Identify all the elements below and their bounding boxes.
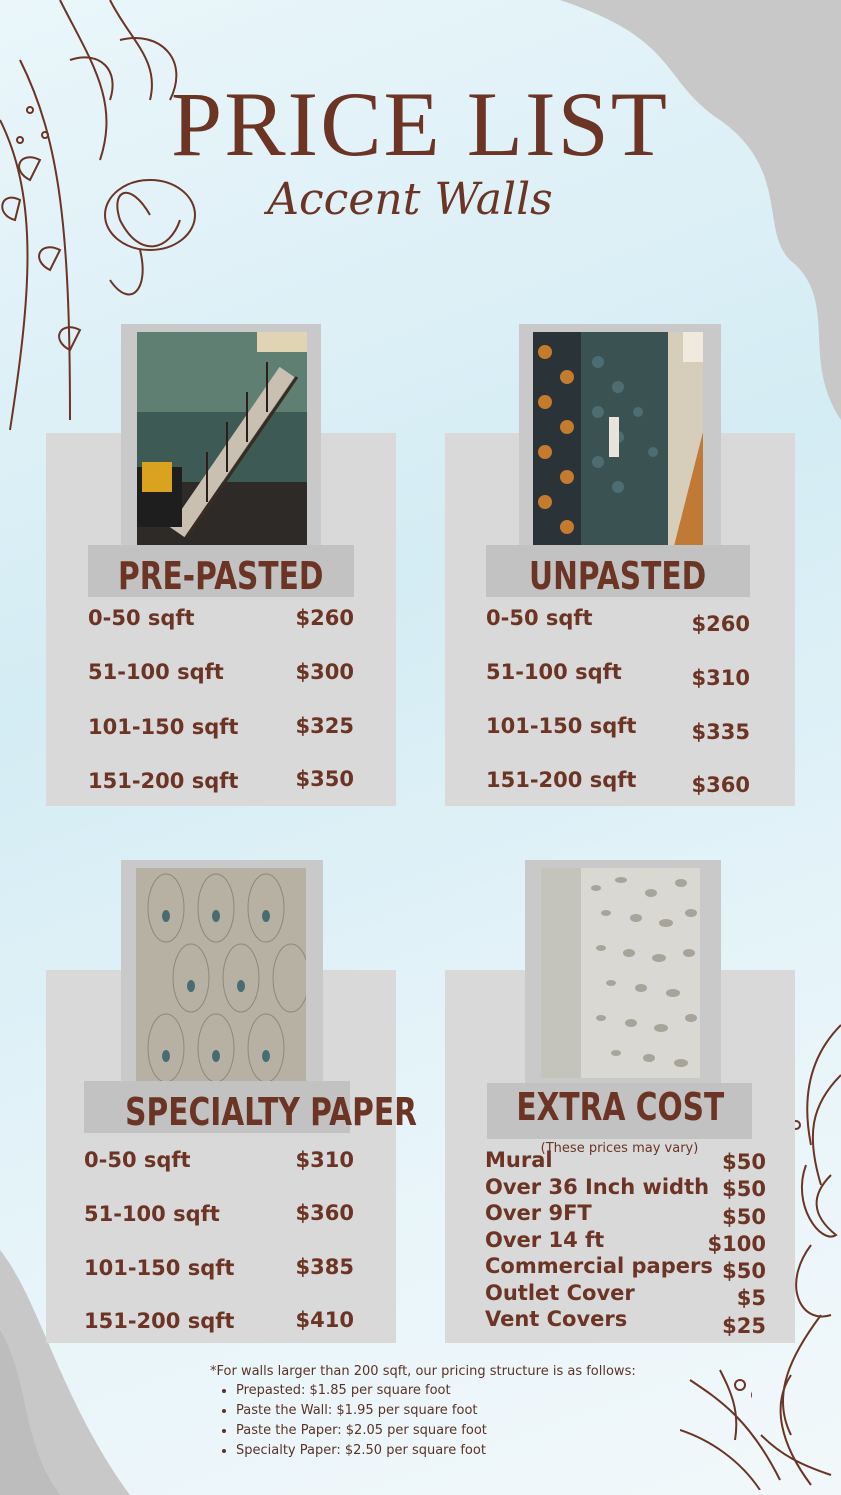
specialty-size-4: 151-200 sqft: [84, 1309, 235, 1333]
specialty-price-3: $385: [295, 1255, 354, 1279]
prepasted-price-1: $260: [295, 606, 354, 630]
specialty-price-1: $310: [295, 1148, 354, 1172]
unpasted-size-3: 101-150 sqft: [486, 714, 637, 738]
specialty-price-4: $410: [295, 1308, 354, 1332]
prepasted-price-3: $325: [295, 714, 354, 738]
unpasted-price-2: $310: [691, 666, 750, 690]
unpasted-price-1: $260: [691, 612, 750, 636]
unpasted-price-4: $360: [691, 773, 750, 797]
extra-price-3: $50: [722, 1205, 766, 1229]
prepasted-price-4: $350: [295, 767, 354, 791]
footer-list: [210, 1381, 730, 1460]
geometric-wallpaper-photo: [533, 332, 703, 550]
extra-note: (These prices may vary): [540, 1141, 699, 1156]
unpasted-price-3: $335: [691, 720, 750, 744]
specialty-label: [84, 1081, 417, 1134]
footer-item-prepasted: • Prepasted: $1.85 per square foot: [236, 1381, 730, 1400]
prepasted-price-2: $300: [295, 660, 354, 684]
extra-label-text: EXTRA COST: [516, 1085, 725, 1129]
prepasted-label: [88, 545, 354, 597]
extra-price-6: $5: [736, 1286, 766, 1310]
page-title: PRICE LIST: [171, 73, 669, 175]
extra-item-6: Outlet Cover: [485, 1281, 635, 1305]
unpasted-size-4: 151-200 sqft: [486, 768, 637, 792]
specialty-label-text: SPECIALTY PAPER: [125, 1090, 417, 1134]
unpasted-label-text: UNPASTED: [529, 554, 707, 598]
extra-item-4: Over 14 ft: [485, 1228, 605, 1252]
extra-price-2: $50: [722, 1177, 766, 1201]
extra-price-4: $100: [707, 1232, 766, 1256]
specialty-size-3: 101-150 sqft: [84, 1256, 235, 1280]
page-subtitle: Accent Walls: [267, 174, 553, 225]
extra-price-7: $25: [722, 1314, 766, 1338]
specialty-price-2: $360: [295, 1201, 354, 1225]
footer-intro: *For walls larger than 200 sqft, our pricing structure is as follows:: [210, 1364, 636, 1379]
unpasted-label: [486, 545, 750, 597]
footer-item-specialty: • Specialty Paper: $2.50 per square foot: [236, 1441, 730, 1460]
spotted-wallpaper-photo: [541, 868, 700, 1078]
footer-note: [210, 1364, 730, 1461]
footer-item-paste-paper: • Paste the Paper: $2.05 per square foot: [236, 1421, 730, 1440]
staircase-wallpaper-photo: [137, 332, 307, 550]
prepasted-size-4: 151-200 sqft: [88, 769, 239, 793]
specialty-size-1: 0-50 sqft: [84, 1148, 191, 1172]
extra-item-7: Vent Covers: [485, 1307, 628, 1331]
prepasted-label-text: PRE-PASTED: [118, 554, 324, 598]
extra-item-5: Commercial papers: [485, 1254, 713, 1278]
specialty-size-2: 51-100 sqft: [84, 1202, 220, 1226]
peacock-feather-wallpaper-photo: [136, 868, 306, 1086]
extra-item-3: Over 9FT: [485, 1201, 592, 1225]
prepasted-size-2: 51-100 sqft: [88, 660, 224, 684]
unpasted-size-2: 51-100 sqft: [486, 660, 622, 684]
footer-item-paste-wall: • Paste the Wall: $1.95 per square foot: [236, 1401, 730, 1420]
extra-price-1: $50: [722, 1150, 766, 1174]
unpasted-size-1: 0-50 sqft: [486, 606, 593, 630]
extra-label: [487, 1083, 752, 1156]
extra-item-1: Mural: [485, 1148, 553, 1172]
extra-price-5: $50: [722, 1259, 766, 1283]
prepasted-size-3: 101-150 sqft: [88, 715, 239, 739]
extra-item-2: Over 36 Inch width: [485, 1175, 710, 1199]
prepasted-size-1: 0-50 sqft: [88, 606, 195, 630]
